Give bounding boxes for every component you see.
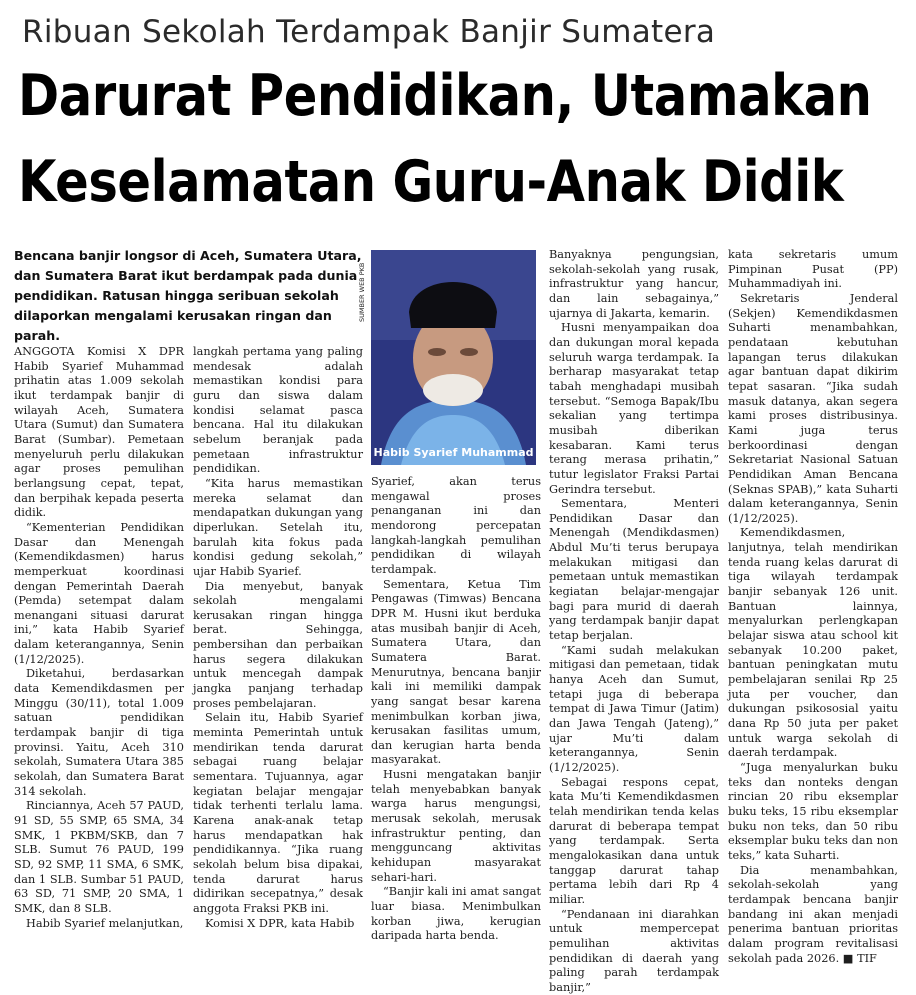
- column-4-paragraph: “Pendanaan ini diarahkan untuk mempercepat pemulihan aktivitas pendidikan di daerah yang paling parah terdampak banjir,”: [549, 907, 719, 994]
- column-2-paragraph: Dia menyebut, banyak sekolah mengalami kerusakan ringan hingga berat. Sehingga, pembersihan dan perbaikan harus segera dilakukan untuk mencegah dampak jangka panjang terhadap proses pembelajaran.: [193, 579, 363, 710]
- column-5-paragraph: Sekretaris Jenderal (Sekjen) Kemendikdasmen Suharti menambahkan, pendataan kebutuhan lapangan terus dilakukan agar bantuan dapat dikirim tepat sasaran. “Jika sudah masuk datanya, akan segera kami proses distribusinya. Kami juga terus berkoordinasi dengan Sekretariat Nasional Satuan Pendidikan Aman Bencana (Seknas SPAB),” kata Suharti dalam keterangannya, Senin (1/12/2025).: [728, 291, 898, 525]
- column-2-paragraph: “Kita harus memastikan mereka selamat dan mendapatkan dukungan yang diperlukan. Setelah itu, barulah kita fokus pada kondisi gedung sekolah,” ujar Habib Syarief.: [193, 476, 363, 578]
- column-2-paragraph: langkah pertama yang paling mendesak adalah memastikan kondisi para guru dan siswa dalam kondisi selamat pasca bencana. Hal itu dilakukan sebelum beranjak pada pemetaan infrastruktur pendidikan.: [193, 345, 363, 476]
- column-4-paragraph: Sebagai respons cepat, kata Mu’ti Kemendikdasmen telah mendirikan tenda kelas darurat di beberapa tempat yang terdampak. Serta mengalokasikan dana untuk tanggap darurat tahap pertama lebih dari Rp 4 miliar.: [549, 775, 719, 906]
- column-3-paragraph: Sementara, Ketua Tim Pengawas (Timwas) Bencana DPR M. Husni ikut berduka atas musibah banjir di Aceh, Sumatera Utara, dan Sumatera Barat. Menurutnya, bencana banjir kali ini memiliki dampak yang sangat besar karena menimbulkan korban jiwa, kerusakan fasilitas umum, dan kerugian harta benda masyarakat.: [371, 577, 541, 767]
- headline-line-1: Darurat Pendidikan, Utamakan: [18, 63, 872, 129]
- column-1-paragraph: ANGGOTA Komisi X DPR Habib Syarief Muhammad prihatin atas 1.009 sekolah ikut terdampak banjir di wilayah Aceh, Sumatera Utara (Sumut) dan Sumatera Barat (Sumbar). Pemetaan menyeluruh perlu dilakukan agar proses pemulihan berlangsung cepat, tepat, dan berpihak kepada peserta didik.: [14, 345, 184, 520]
- column-5-paragraph: Kemendikdasmen, lanjutnya, telah mendirikan tenda ruang kelas darurat di tiga wilayah terdampak banjir sebanyak 126 unit. Bantuan lainnya, menyalurkan perlengkapan belajar siswa atau school kit sebanyak 10.200 paket, bantuan peningkatan mutu pembelajaran senilai Rp 25 juta per voucher, dan dukungan psikososial yaitu dana Rp 50 juta per paket untuk warga sekolah di daerah terdampak.: [728, 526, 898, 760]
- column-3-paragraph: “Banjir kali ini amat sangat luar biasa. Menimbulkan korban jiwa, kerugian daripada harta benda.: [371, 885, 541, 943]
- kicker: Ribuan Sekolah Terdampak Banjir Sumatera: [22, 14, 716, 50]
- article-column-3: [371, 475, 541, 943]
- column-4-paragraph: Sementara, Menteri Pendidikan Dasar dan Menengah (Mendikdasmen) Abdul Mu’ti terus berupaya melakukan mitigasi dan pemetaan untuk memastikan kegiatan belajar-mengajar bagi para murid di daerah yang terdampak banjir dapat tetap berjalan.: [549, 497, 719, 643]
- column-1-paragraph: Rinciannya, Aceh 57 PAUD, 91 SD, 55 SMP, 65 SMA, 34 SMK, 1 PKBM/SKB, dan 7 SLB. Sumut 76 PAUD, 199 SD, 92 SMP, 11 SMA, 6 SMK, dan 1 SLB. Sumbar 51 PAUD, 63 SD, 71 SMP, 20 SMA, 1 SMK, dan 8 SLB.: [14, 799, 184, 915]
- column-2-paragraph: Selain itu, Habib Syarief meminta Pemerintah untuk mendirikan tenda darurat sebagai ruang belajar sementara. Tujuannya, agar kegiatan belajar mengajar tidak terhenti terlalu lama. Karena anak-anak tetap harus mendapatkan hak pendidikannya. “Jika ruang sekolah belum bisa dipakai, tenda darurat harus didirikan secepatnya,” desak anggota Fraksi PKB ini.: [193, 711, 363, 915]
- photo-credit-text: SUMBER WEB PKB: [358, 262, 366, 322]
- column-3-paragraph: Syarief, akan terus mengawal proses penanganan ini dan mendorong percepatan langkah-langkah pemulihan pendidikan di wilayah terdampak.: [371, 475, 541, 576]
- column-2-paragraph: Komisi X DPR, kata Habib: [205, 916, 355, 930]
- column-4-paragraph: Husni menyampaikan doa dan dukungan moral kepada seluruh warga terdampak. Ia berharap masyarakat tetap tabah menghadapi musibah tersebut. “Semoga Bapak/Ibu sekalian yang tertimpa musibah diberikan kesabaran. Kami terus terang merasa prihatin,” tutur legislator Fraksi Partai Gerindra tersebut.: [549, 321, 719, 496]
- photo-credit: [358, 254, 368, 324]
- headline-line-2: Keselamatan Guru-Anak Didik: [18, 149, 844, 215]
- column-3-paragraph: Husni mengatakan banjir telah menyebabkan banyak warga harus mengungsi, merusak sekolah, merusak infrastruktur penting, dan mengguncang aktivitas kehidupan masyarakat sehari-hari.: [371, 768, 541, 884]
- column-1-paragraph: Diketahui, berdasarkan data Kemendikdasmen per Minggu (30/11), total 1.009 satuan pendidikan terdampak banjir di tiga provinsi. Yaitu, Aceh 310 sekolah, Sumatera Utara 385 sekolah, dan Sumatera Barat 314 sekolah.: [14, 667, 184, 798]
- column-4-paragraph: Banyaknya pengungsian, sekolah-sekolah yang rusak, infrastruktur yang hancur, dan lain sebagainya,” ujarnya di Jakarta, kemarin.: [549, 248, 719, 320]
- column-5-paragraph: Dia menambahkan, sekolah-sekolah yang terdampak bencana banjir bandang ini akan menjadi penerima bantuan prioritas dalam program revitalisasi sekolah pada 2026. ■ TIF: [728, 863, 898, 965]
- portrait-illustration: [371, 250, 536, 465]
- column-5-paragraph: kata sekretaris umum Pimpinan Pusat (PP) Muhammadiyah ini.: [728, 248, 898, 291]
- portrait-photo: [371, 250, 536, 465]
- article-column-1: [14, 345, 184, 930]
- article-column-4: [549, 248, 719, 994]
- column-4-paragraph: “Kami sudah melakukan mitigasi dan pemetaan, tidak hanya Aceh dan Sumut, tetapi juga di beberapa tempat di Jawa Timur (Jatim) dan Jawa Tengah (Jateng),” ujar Mu’ti dalam keterangannya, Senin (1/12/2025).: [549, 643, 719, 774]
- column-5-paragraph: “Juga menyalurkan buku teks dan nonteks dengan rincian 20 ribu eksemplar buku teks, 15 ribu eksemplar buku non teks, dan 50 ribu eksemplar buku teks dan non teks,” kata Suharti.: [728, 760, 898, 862]
- column-1-paragraph: Habib Syarief melanjutkan,: [26, 916, 184, 930]
- article-column-2: [193, 345, 363, 930]
- lead-paragraph: Bencana banjir longsor di Aceh, Sumatera Utara, dan Sumatera Barat ikut berdampak pada dunia pendidikan. Ratusan hingga seribuan sekolah dilaporkan mengalami kerusakan ringan dan parah.: [14, 248, 362, 343]
- photo-caption: Habib Syarief Muhammad: [373, 446, 534, 459]
- article-column-5: [728, 248, 898, 965]
- column-1-paragraph: “Kementerian Pendidikan Dasar dan Menengah (Kemendikdasmen) harus memperkuat koordinasi dengan Pemerintah Daerah (Pemda) setempat dalam menangani situasi darurat ini,” kata Habib Syarief dalam keterangannya, Senin (1/12/2025).: [14, 520, 184, 666]
